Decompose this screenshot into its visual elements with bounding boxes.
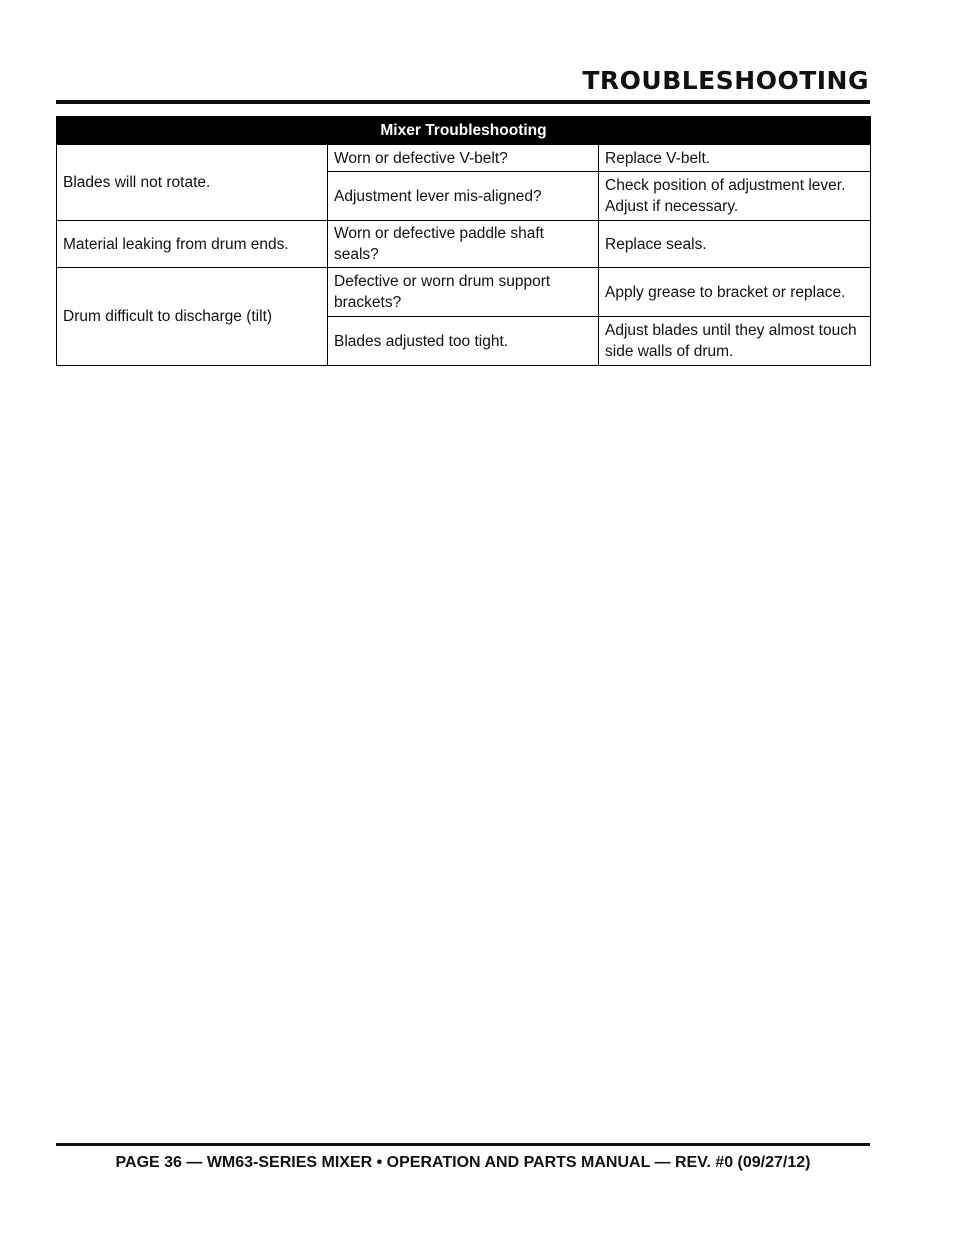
cause-cell: Defective or worn drum support brackets? <box>328 268 599 317</box>
solution-cell: Adjust blades until they almost touch side walls of drum. <box>599 317 871 366</box>
title-divider <box>56 100 870 104</box>
table-row <box>57 268 871 317</box>
troubleshooting-table <box>56 116 871 366</box>
cause-cell: Blades adjusted too tight. <box>328 317 599 366</box>
solution-cell: Check position of adjustment lever. Adjust if necessary. <box>599 172 871 221</box>
solution-cell: Apply grease to bracket or replace. <box>599 268 871 317</box>
page-title: TROUBLESHOOTING <box>582 66 869 95</box>
symptom-cell: Material leaking from drum ends. <box>57 221 328 268</box>
cause-cell: Worn or defective V-belt? <box>328 145 599 172</box>
solution-cell: Replace V-belt. <box>599 145 871 172</box>
table-caption: Mixer Troubleshooting <box>57 117 871 145</box>
table-caption-row <box>57 117 871 145</box>
cause-cell: Worn or defective paddle shaft seals? <box>328 221 599 268</box>
page-footer: PAGE 36 — WM63-SERIES MIXER • OPERATION AND PARTS MANUAL — REV. #0 (09/27/12) <box>115 1154 811 1171</box>
solution-cell: Replace seals. <box>599 221 871 268</box>
table-row <box>57 145 871 172</box>
footer-divider <box>56 1143 870 1146</box>
table-row <box>57 221 871 268</box>
cause-cell: Adjustment lever mis-aligned? <box>328 172 599 221</box>
symptom-cell: Drum difficult to discharge (tilt) <box>57 268 328 366</box>
symptom-cell: Blades will not rotate. <box>57 145 328 221</box>
